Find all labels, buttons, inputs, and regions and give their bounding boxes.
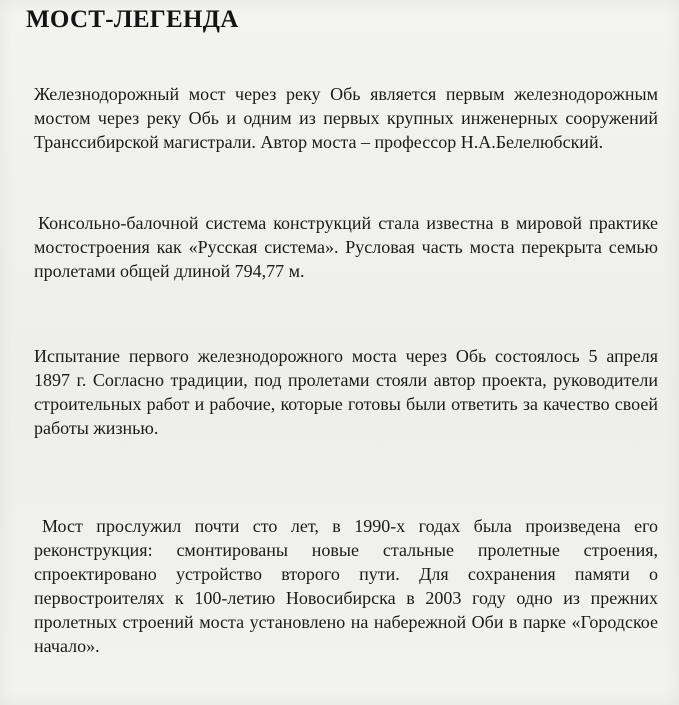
paragraph-reconstruction: Мост прослужил почти сто лет, в 1990-х годах была произведена его реконструкция: смонтированы новые стальные пролетные строения, спроектировано устройство второго пути. Для сохранения памяти о первостроителях к 100-летию Новосибирска в 2003 году одно из прежних пролетных строений моста установлено на набережной Оби в парке «Городское начало».	[34, 516, 658, 656]
paragraph-system: Консольно-балочной система конструкций стала известна в мировой практике мостостроения как «Русская система». Русловая часть моста перекрыта семью пролетами общей длиной 794,77 м.	[34, 213, 658, 281]
paragraph-history: Железнодорожный мост через реку Обь является первым железнодорожным мостом через реку Обь и одним из первых крупных инженерных сооружений Транссибирской магистрали. Автор моста – профессор Н.А.Белелюбский.	[34, 84, 658, 152]
document-title: МОСТ-ЛЕГЕНДА	[26, 6, 239, 33]
paragraph-test: Испытание первого железнодорожного моста через Обь состоялось 5 апреля 1897 г. Согласно традиции, под пролетами стояли автор проекта, руководители строительных работ и рабочие, которые готовы были ответить за качество своей работы жизнью.	[34, 346, 658, 438]
